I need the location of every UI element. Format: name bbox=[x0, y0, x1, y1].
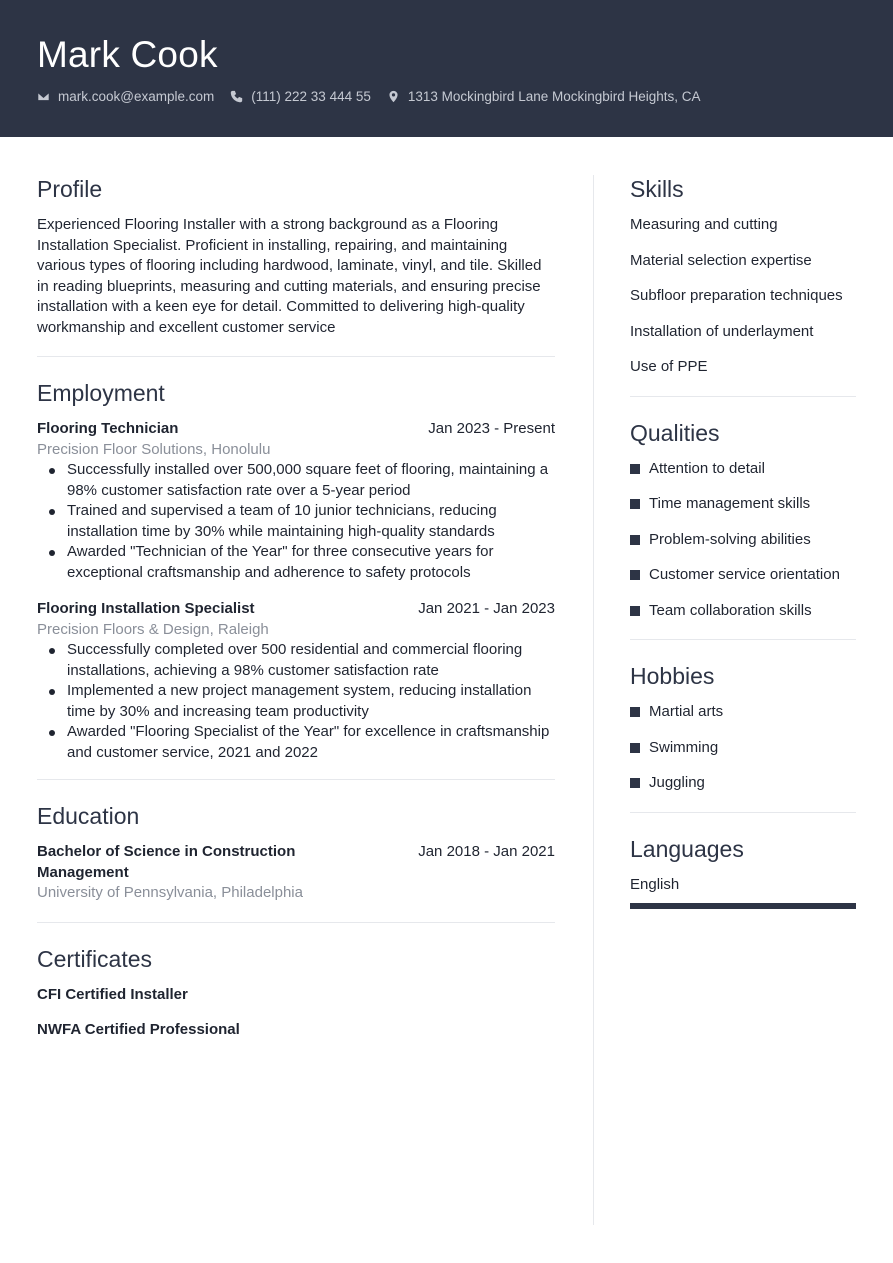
quality-item bbox=[630, 601, 856, 622]
bullet-dot-icon bbox=[49, 689, 55, 695]
employment-section bbox=[37, 379, 555, 763]
section-divider bbox=[37, 922, 555, 923]
phone-text: (111) 222 33 444 55 bbox=[251, 89, 371, 104]
bullet-item bbox=[37, 501, 555, 542]
job-title: Flooring Installation Specialist bbox=[37, 600, 255, 617]
section-title-education: Education bbox=[37, 803, 140, 829]
square-bullet-icon bbox=[630, 707, 640, 717]
candidate-name: Mark Cook bbox=[37, 34, 218, 75]
bullet-text: Successfully installed over 500,000 square feet of flooring, maintaining a 98% customer satisfaction rate over a 5-year period bbox=[67, 461, 549, 499]
email-text: mark.cook@example.com bbox=[58, 89, 215, 104]
job-title: Flooring Technician bbox=[37, 420, 179, 437]
section-title-qualities: Qualities bbox=[630, 419, 720, 446]
school-name: University of Pennsylvania, Philadelphia bbox=[37, 884, 303, 901]
quality-text: Team collaboration skills bbox=[649, 601, 812, 619]
hobby-item bbox=[630, 773, 856, 794]
section-title-skills: Skills bbox=[630, 176, 684, 202]
resume-header bbox=[0, 0, 893, 137]
job-bullets bbox=[37, 460, 555, 583]
languages-section bbox=[630, 835, 856, 910]
phone-icon bbox=[230, 90, 243, 103]
column-divider bbox=[593, 175, 594, 1225]
quality-item bbox=[630, 494, 856, 515]
section-divider bbox=[630, 639, 856, 640]
section-divider bbox=[630, 812, 856, 813]
job-entry bbox=[37, 419, 555, 583]
bullet-dot-icon bbox=[49, 648, 55, 654]
bullet-dot-icon bbox=[49, 509, 55, 515]
job-date: Jan 2021 - Jan 2023 bbox=[418, 600, 555, 617]
certificates-section bbox=[37, 945, 555, 1041]
quality-item bbox=[630, 459, 856, 480]
section-title-certificates: Certificates bbox=[37, 945, 153, 972]
bullet-dot-icon bbox=[49, 468, 55, 474]
hobby-item bbox=[630, 738, 856, 759]
square-bullet-icon bbox=[630, 606, 640, 616]
bullet-item bbox=[37, 542, 555, 583]
skills-section bbox=[630, 175, 856, 378]
language-name: English bbox=[630, 875, 680, 893]
skill-item: Subfloor preparation techniques bbox=[630, 287, 843, 304]
quality-text: Problem-solving abilities bbox=[649, 530, 811, 548]
bullet-text: Awarded "Technician of the Year" for three consecutive years for exceptional craftsmanship and adherence to safety protocols bbox=[67, 543, 494, 581]
contact-bar bbox=[37, 89, 856, 104]
map-pin-icon bbox=[387, 90, 400, 103]
skill-item: Use of PPE bbox=[630, 358, 708, 375]
job-date: Jan 2023 - Present bbox=[428, 420, 555, 437]
bullet-dot-icon bbox=[49, 730, 55, 736]
language-level-bar bbox=[630, 903, 856, 909]
job-company: Precision Floors & Design, Raleigh bbox=[37, 620, 269, 638]
square-bullet-icon bbox=[630, 778, 640, 788]
bullet-text: Implemented a new project management system, reducing installation time by 30% and increasing team productivity bbox=[67, 682, 532, 720]
bullet-item bbox=[37, 681, 555, 722]
square-bullet-icon bbox=[630, 464, 640, 474]
hobby-text: Martial arts bbox=[649, 703, 724, 720]
quality-item bbox=[630, 530, 856, 551]
hobby-text: Swimming bbox=[649, 738, 719, 756]
section-title-employment: Employment bbox=[37, 380, 165, 406]
job-bullets bbox=[37, 640, 555, 763]
section-divider bbox=[630, 396, 856, 397]
job-company: Precision Floor Solutions, Honolulu bbox=[37, 440, 271, 458]
section-divider bbox=[37, 356, 555, 357]
bullet-dot-icon bbox=[49, 550, 55, 556]
certificate-item: NWFA Certified Professional bbox=[37, 1021, 240, 1038]
education-section bbox=[37, 802, 555, 904]
square-bullet-icon bbox=[630, 743, 640, 753]
bullet-text: Trained and supervised a team of 10 junior technicians, reducing installation time by 30% while maintaining high-quality standards bbox=[67, 502, 497, 540]
qualities-section bbox=[630, 419, 856, 622]
section-title-languages: Languages bbox=[630, 835, 744, 862]
bullet-item bbox=[37, 640, 555, 681]
contact-phone[interactable] bbox=[230, 89, 371, 104]
quality-text: Attention to detail bbox=[649, 459, 765, 477]
envelope-icon bbox=[37, 90, 50, 103]
bullet-item bbox=[37, 460, 555, 501]
education-date: Jan 2018 - Jan 2021 bbox=[418, 843, 555, 860]
bullet-text: Awarded "Flooring Specialist of the Year" for excellence in craftsmanship and customer service, 2021 and 2022 bbox=[67, 723, 550, 761]
profile-section bbox=[37, 175, 555, 338]
square-bullet-icon bbox=[630, 499, 640, 509]
job-entry bbox=[37, 599, 555, 763]
skill-item: Material selection expertise bbox=[630, 251, 812, 269]
left-column bbox=[37, 175, 555, 1056]
resume-body bbox=[0, 137, 893, 1056]
hobby-text: Juggling bbox=[649, 774, 705, 791]
quality-item bbox=[630, 565, 856, 586]
square-bullet-icon bbox=[630, 570, 640, 580]
contact-email[interactable] bbox=[37, 89, 214, 104]
section-title-hobbies: Hobbies bbox=[630, 663, 715, 689]
certificate-item: CFI Certified Installer bbox=[37, 985, 188, 1003]
quality-text: Customer service orientation bbox=[649, 566, 840, 583]
address-text: 1313 Mockingbird Lane Mockingbird Heights, CA bbox=[407, 89, 701, 104]
hobbies-section bbox=[630, 662, 856, 794]
right-column bbox=[630, 175, 856, 1056]
section-divider bbox=[37, 779, 555, 780]
section-title-profile: Profile bbox=[37, 176, 103, 202]
bullet-text: Successfully completed over 500 residential and commercial flooring installations, achieving a 98% customer satisfaction rate bbox=[67, 641, 523, 679]
quality-text: Time management skills bbox=[649, 495, 811, 512]
skill-item: Installation of underlayment bbox=[630, 322, 814, 340]
hobby-item bbox=[630, 702, 856, 723]
degree-title: Bachelor of Science in Construction Management bbox=[37, 843, 296, 881]
skill-item: Measuring and cutting bbox=[630, 216, 778, 233]
profile-text: Experienced Flooring Installer with a strong background as a Flooring Installation Specialist. Proficient in installing, repairing, and maintaining various types of flooring including hardwood, laminate, vinyl, and tile. Skilled in reading blueprints, measuring and cutting materials, and ensuring precise installation with a keen eye for detail. Committed to delivering high-quality workmanship and excellent customer service bbox=[37, 216, 542, 336]
bullet-item bbox=[37, 722, 555, 763]
contact-address bbox=[387, 89, 701, 104]
square-bullet-icon bbox=[630, 535, 640, 545]
